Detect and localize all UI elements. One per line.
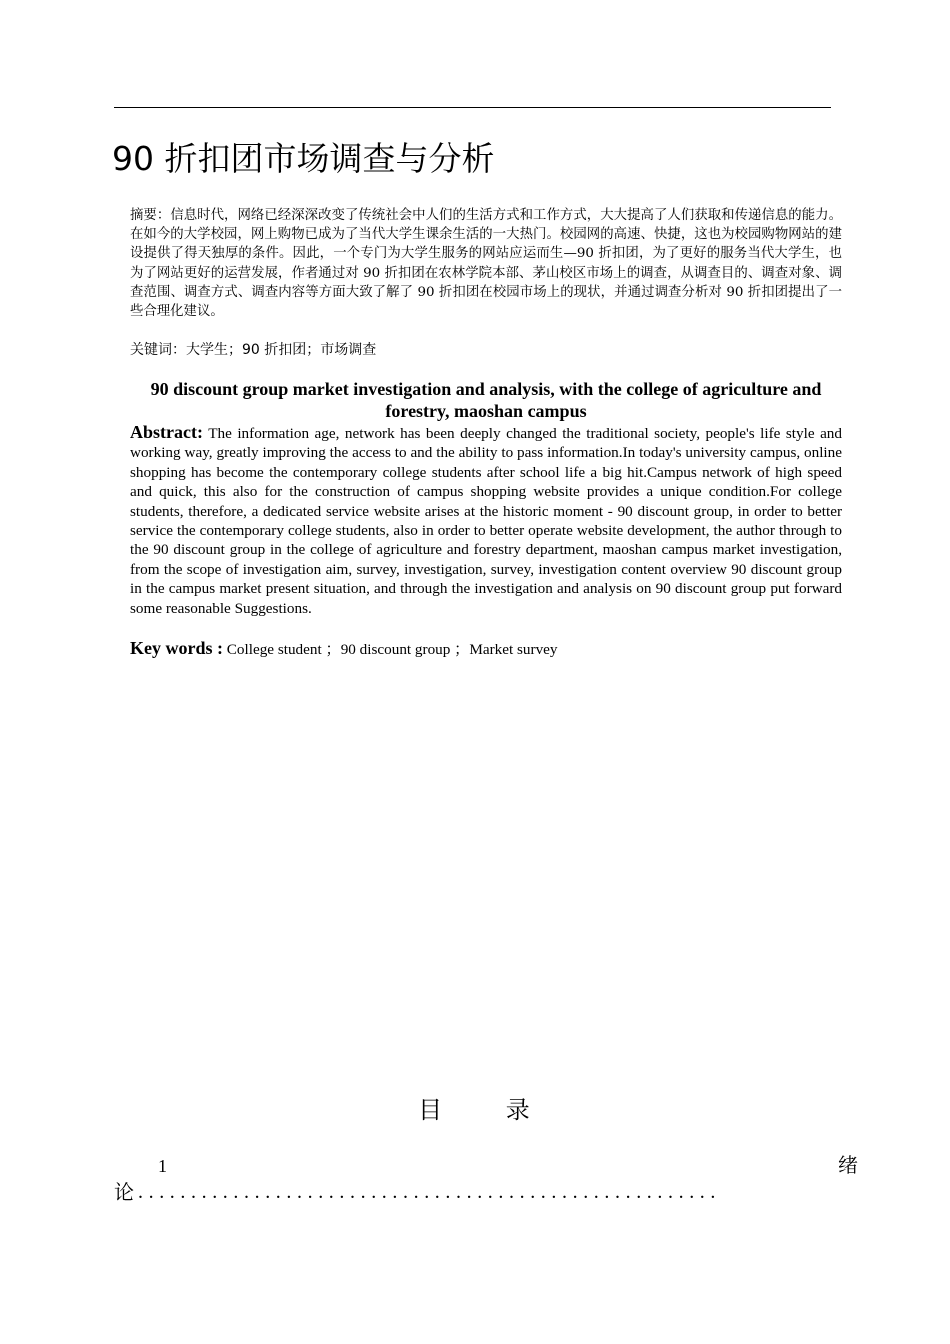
english-abstract-text: The information age, network has been deeply changed the traditional society, people's life style and working way, greatly improving the access to and the ability to pass information.In today's university campus, online shopping has become the contemporary college students after school life a big hit.Campus network of high speed and quick, this also for the construction of campus shopping website provides a unique condition.For college students, therefore, a dedicated service website arises at the historic moment - 90 discount group, in order to better service the contemporary college students, also in order to better operate website development, the author through to the 90 discount group in the college of agriculture and forestry department, maoshan campus market investigation, from the scope of investigation aim, survey, investigation, survey, investigation content overview 90 discount group in the campus market present situation, and through the investigation and analysis on 90 discount group put forward some reasonable Suggestions. (130, 425, 842, 617)
english-keywords-text: College student ；90 discount group ；Market survey (226, 641, 558, 658)
english-keywords-label: Key words : (130, 638, 223, 658)
english-keywords (130, 637, 842, 661)
page-title: 90 折扣团市场调查与分析 (112, 139, 495, 178)
toc-entry-leader: ....................................................... (138, 1181, 721, 1203)
english-title: 90 discount group market investigation and analysis, with the college of agriculture and forestry, maoshan campus (150, 379, 822, 421)
toc-heading: 目 录 (418, 1096, 558, 1124)
toc-entry-title-end: 论 (114, 1180, 134, 1204)
chinese-abstract-label: 摘要： (130, 208, 171, 223)
chinese-keywords (130, 340, 842, 360)
toc-entry-number: 1 (158, 1156, 167, 1176)
header-rule (114, 107, 831, 108)
chinese-keywords-text: 大学生；90 折扣团；市场调查 (186, 342, 377, 358)
english-abstract-label: Abstract: (130, 422, 203, 442)
english-abstract (130, 423, 842, 618)
chinese-abstract-text: 信息时代，网络已经深深改变了传统社会中人们的生活方式和工作方式，大大提高了人们获取和传递信息的能力。在如今的大学校园，网上购物已成为了当代大学生课余生活的一大热门。校园网的高速、快捷，这也为校园购物网站的建设提供了得天独厚的条件。因此，一个专门为大学生服务的网站应运而生—90 折扣团，为了更好的服务当代大学生，也为了网站更好的运营发展，作者通过对 90 折扣团在农林学院本部、茅山校区市场上的调查，从调查目的、调查对象、调查范围、调查方式、调查内容等方面大致了解了 90 折扣团在校园市场上的现状，并通过调查分析对 90 折扣团提出了一些合理化建议。 (130, 208, 843, 320)
chinese-keywords-label: 关键词： (130, 342, 186, 358)
chinese-abstract (130, 206, 842, 321)
toc-entry-title-start: 绪 (838, 1153, 858, 1177)
